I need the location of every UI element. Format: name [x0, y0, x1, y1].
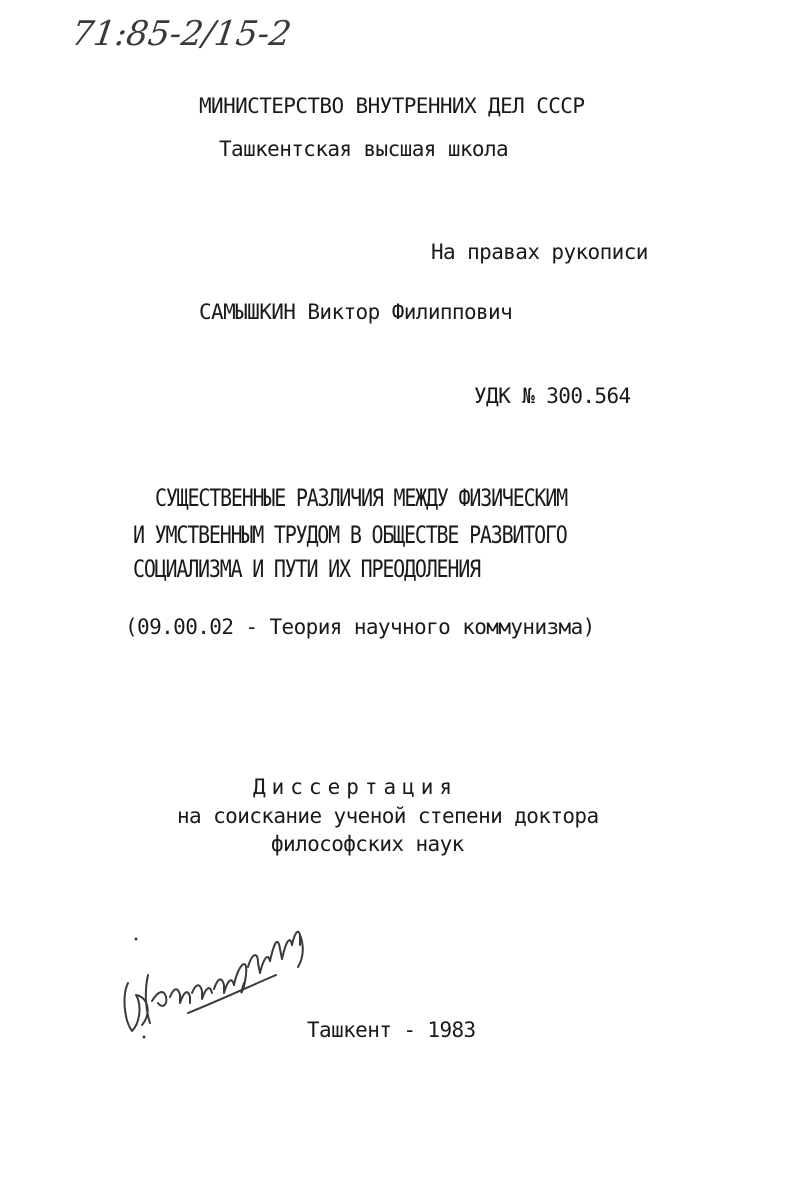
- title-line-3: СОЦИАЛИЗМА И ПУТИ ИХ ПРЕОДОЛЕНИЯ: [133, 554, 480, 583]
- rights-note: На правах рукописи: [431, 240, 648, 264]
- degree-line-2: философских наук: [271, 832, 464, 856]
- institution-name: Ташкентская высшая школа: [219, 137, 509, 161]
- title-line-1: СУЩЕСТВЕННЫЕ РАЗЛИЧИЯ МЕЖДУ ФИЗИЧЕСКИМ: [155, 483, 567, 512]
- author-name: САМЫШКИН Виктор Филиппович: [199, 300, 513, 324]
- title-line-2: И УМСТВЕННЫМ ТРУДОМ В ОБЩЕСТВЕ РАЗВИТОГО: [133, 520, 567, 549]
- document-type: Диссертация: [253, 775, 459, 799]
- place-and-year: Ташкент - 1983: [307, 1018, 476, 1042]
- archive-number-handwritten: 71:85-2/15-2: [69, 14, 294, 54]
- specialty-code: (09.00.02 - Теория научного коммунизма): [125, 615, 595, 639]
- handwritten-signature: [118, 905, 318, 1045]
- ministry-name: МИНИСТЕРСТВО ВНУТРЕННИХ ДЕЛ СССР: [199, 94, 585, 118]
- udc-code: УДК № 300.564: [474, 384, 631, 408]
- degree-line-1: на соискание ученой степени доктора: [177, 804, 599, 828]
